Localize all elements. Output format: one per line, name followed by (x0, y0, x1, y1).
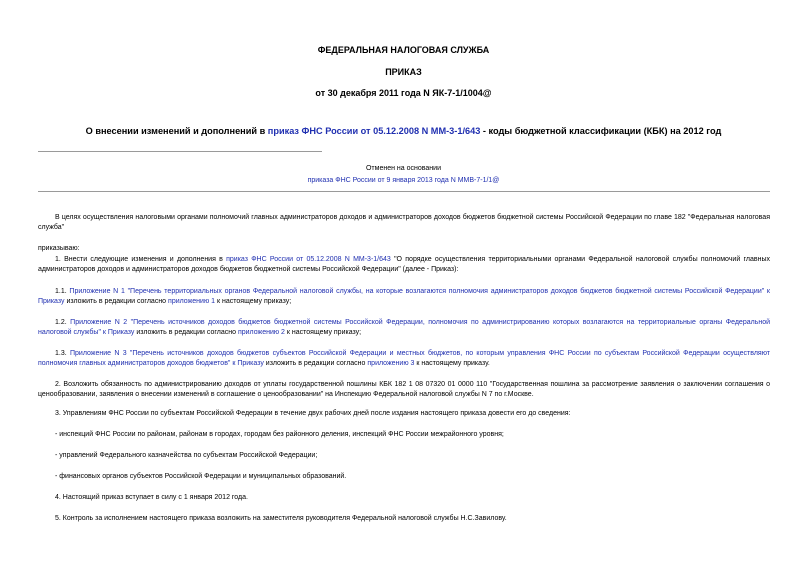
cancel-note-link[interactable]: приказа ФНС России от 9 января 2013 года N ММВ-7-1/1@ (307, 177, 500, 184)
paragraph-1-1-end: к настоящему приказу; (215, 298, 292, 305)
appendix-2-link[interactable]: приложению 2 (237, 329, 285, 336)
paragraph-1-2-num: 1.2. (55, 319, 71, 326)
cancel-note-text: Отменен на основании (365, 165, 441, 172)
paragraph-3: 3. Управлениям ФНС России по субъектам Российской Федерации в течение двух рабочих дней после издания настоящего приказа довести его до сведения: (55, 410, 571, 417)
cancel-note (0, 163, 807, 187)
paragraph-1-2 (38, 318, 770, 338)
annex-3-link[interactable]: Приложение N 3 "Перечень источников доходов бюджетов субъектов Российской Федерации и местных бюджетов, по которым управления ФНС России по субъектам Российской Федерации осуществляют полномочия главных администраторов доходов бюджетов" к Приказу (38, 350, 770, 367)
agency-heading: ФЕДЕРАЛЬНАЯ НАЛОГОВАЯ СЛУЖБА (317, 45, 490, 55)
paragraph-1-1-num: 1.1. (55, 288, 70, 295)
appendix-3-link[interactable]: приложению 3 (367, 360, 415, 367)
paragraph-2: 2. Возложить обязанность по администрированию доходов от уплаты государственной пошлины КБК 182 1 08 07320 01 0000 110 "Государственная пошлина за рассмотрение заявления о заключении соглашения о ценообразовании, заявления о внесении изменений в соглашение о ценообразовании" на Инспекцию Федеральной налоговой службы N 7 по г.Москве. (38, 381, 770, 398)
paragraph-1-text-rest: "О порядке осуществления территориальными органами Федеральной налоговой службы полномочий главных администраторов доходов и администраторов доходов бюджетов бюджетной системы Российской Федерации" (далее - Приказ): (38, 256, 771, 273)
date-number-heading: от 30 декабря 2011 года N ЯК-7-1/1004@ (315, 88, 492, 98)
annex-1-link[interactable]: Приложение N 1 "Перечень территориальных органов Федеральной налоговой службы, на которые возлагаются полномочия администраторов доходов бюджетов бюджетной системы Российской Федерации" к Приказу (38, 288, 770, 305)
paragraph-1-order-link[interactable]: приказ ФНС России от 05.12.2008 N ММ-3-1/643 (226, 256, 391, 263)
paragraph-5: 5. Контроль за исполнением настоящего приказа возложить на заместителя руководителя Федеральной налоговой службы Н.С.Завилову. (55, 515, 507, 522)
document-subtitle (0, 126, 807, 136)
paragraph-1-1 (38, 287, 770, 307)
subtitle-suffix: - коды бюджетной классификации (КБК) на 2012 год (480, 126, 722, 136)
paragraph-1-2-end: к настоящему приказу; (284, 329, 362, 336)
paragraph-1-3-end: к настоящему приказу. (414, 360, 490, 367)
paragraph-1 (38, 255, 770, 275)
short-divider (38, 151, 322, 152)
paragraph-1-3 (38, 349, 770, 369)
doc-type-heading: ПРИКАЗ (385, 67, 422, 77)
paragraph-1-3-text: изложить в редакции согласно (263, 360, 368, 367)
annex-2-link[interactable]: Приложение N 2 "Перечень источников доходов бюджетов бюджетной системы Российской Федерации, полномочия по администрированию которых возлагаются на территориальные органы Федеральной налоговой службы" к Приказу (38, 319, 771, 336)
list-item-finance-bodies: - финансовых органов субъектов Российской Федерации и муниципальных образований. (55, 473, 347, 480)
paragraph-1-1-text: изложить в редакции согласно (64, 298, 169, 305)
order-word: приказываю: (38, 245, 80, 252)
paragraph-1-3-num: 1.3. (55, 350, 70, 357)
full-divider (38, 191, 770, 192)
paragraph-4: 4. Настоящий приказ вступает в силу с 1 января 2012 года. (55, 494, 248, 501)
list-item-treasury: - управлений Федерального казначейства по субъектам Российской Федерации; (55, 452, 318, 459)
preamble-paragraph: В целях осуществления налоговыми органами полномочий главных администраторов доходов и администраторов доходов бюджетов бюджетной системы Российской Федерации по главе 182 "Федеральная налоговая служба" (38, 214, 770, 231)
appendix-1-link[interactable]: приложению 1 (168, 298, 216, 305)
subtitle-prefix: О внесении изменений и дополнений в (85, 126, 268, 136)
paragraph-1-2-text: изложить в редакции согласно (134, 329, 238, 336)
list-item-inspections: - инспекций ФНС России по районам, районам в городах, городам без районного деления, инспекций ФНС России межрайонного уровня; (55, 431, 504, 438)
subtitle-order-link[interactable]: приказ ФНС России от 05.12.2008 N ММ-3-1/643 (267, 126, 481, 136)
paragraph-1-text: 1. Внести следующие изменения и дополнения в (55, 256, 227, 263)
